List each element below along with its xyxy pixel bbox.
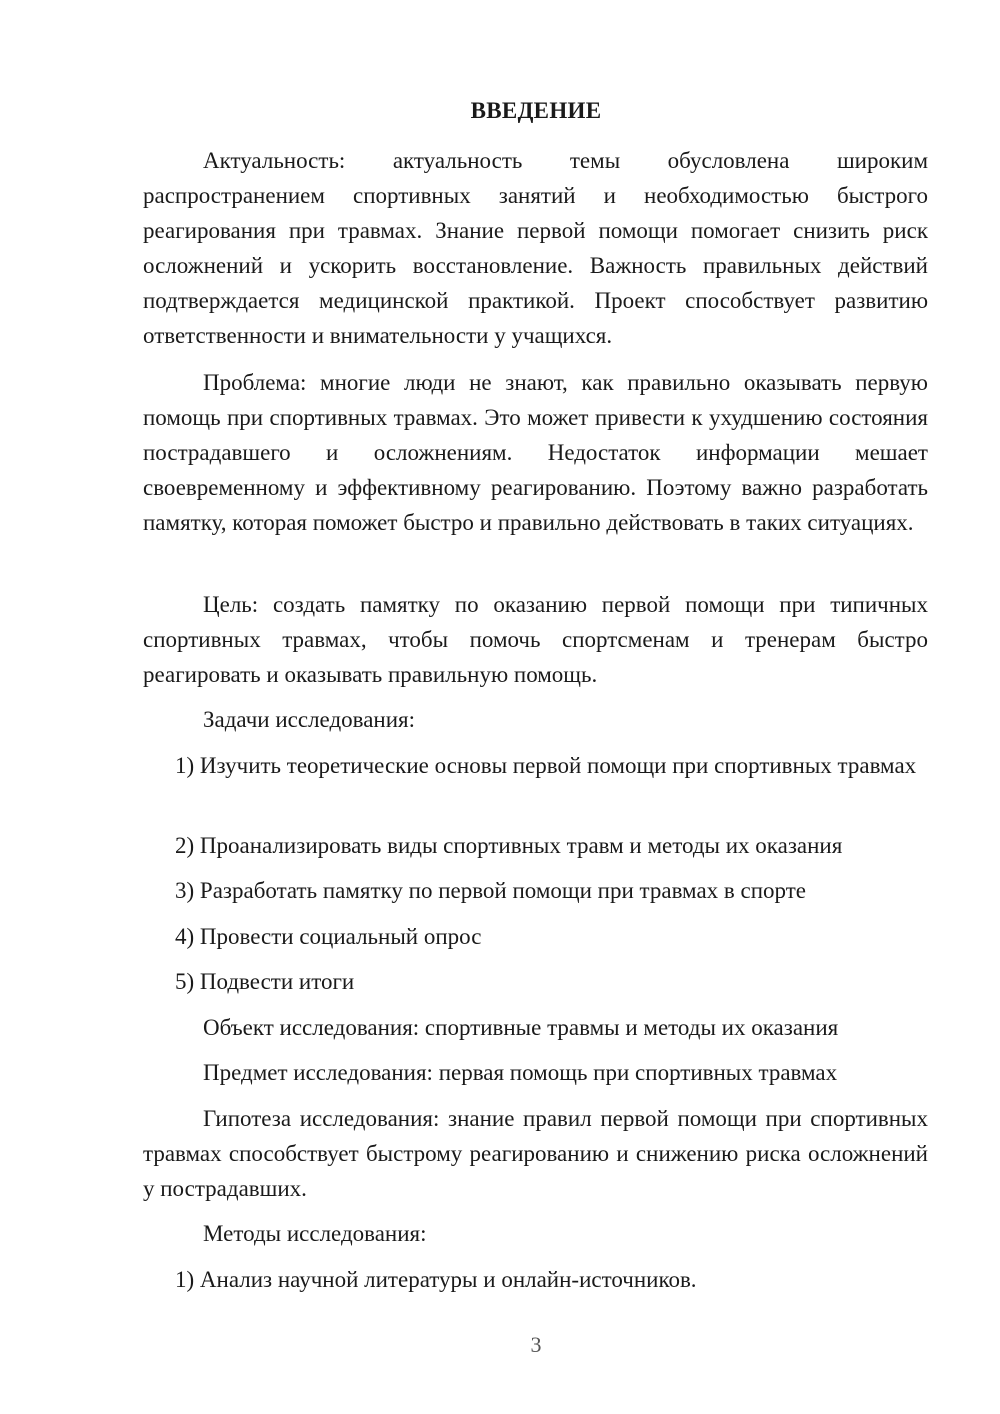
paragraph-object: Объект исследования: спортивные травмы и методы их оказания — [203, 1015, 839, 1040]
task-item-3: 3) Разработать памятку по первой помощи при травмах в спорте — [175, 878, 806, 903]
tasks-heading: Задачи исследования: — [203, 707, 416, 732]
paragraph-relevance: Актуальность: актуальность темы обусловлена широким распространением спортивных занятий и необходимостью быстрого реагирования при травмах. Знание первой помощи помогает снизить риск осложнений и ускорить восстановление. Важность правильных действий подтверждается медицинской практикой. Проект способствует развитию ответственности и внимательности у учащихся. — [143, 148, 928, 348]
methods-heading: Методы исследования: — [203, 1221, 427, 1246]
task-item-1: 1) Изучить теоретические основы первой помощи при спортивных травмах — [175, 753, 917, 778]
page-title: ВВЕДЕНИЕ — [470, 98, 602, 123]
method-item-1: 1) Анализ научной литературы и онлайн-источников. — [175, 1267, 697, 1292]
task-item-4: 4) Провести социальный опрос — [175, 924, 482, 949]
task-item-2: 2) Проанализировать виды спортивных травм и методы их оказания — [175, 833, 843, 858]
page-number: 3 — [530, 1332, 542, 1357]
paragraph-problem: Проблема: многие люди не знают, как правильно оказывать первую помощь при спортивных травмах. Это может привести к ухудшению состояния пострадавшего и осложнениям. Недостаток информации мешает своевременному и эффективному реагированию. Поэтому важно разработать памятку, которая поможет быстро и правильно действовать в таких ситуациях. — [143, 370, 928, 535]
paragraph-goal: Цель: создать памятку по оказанию первой помощи при типичных спортивных травмах, чтобы помочь спортсменам и тренерам быстро реагировать и оказывать правильную помощь. — [143, 592, 928, 687]
task-item-5: 5) Подвести итоги — [175, 969, 355, 994]
paragraph-subject: Предмет исследования: первая помощь при спортивных травмах — [203, 1060, 838, 1085]
paragraph-hypothesis: Гипотеза исследования: знание правил первой помощи при спортивных травмах способствует быстрому реагированию и снижению риска осложнений у пострадавших. — [143, 1106, 928, 1201]
